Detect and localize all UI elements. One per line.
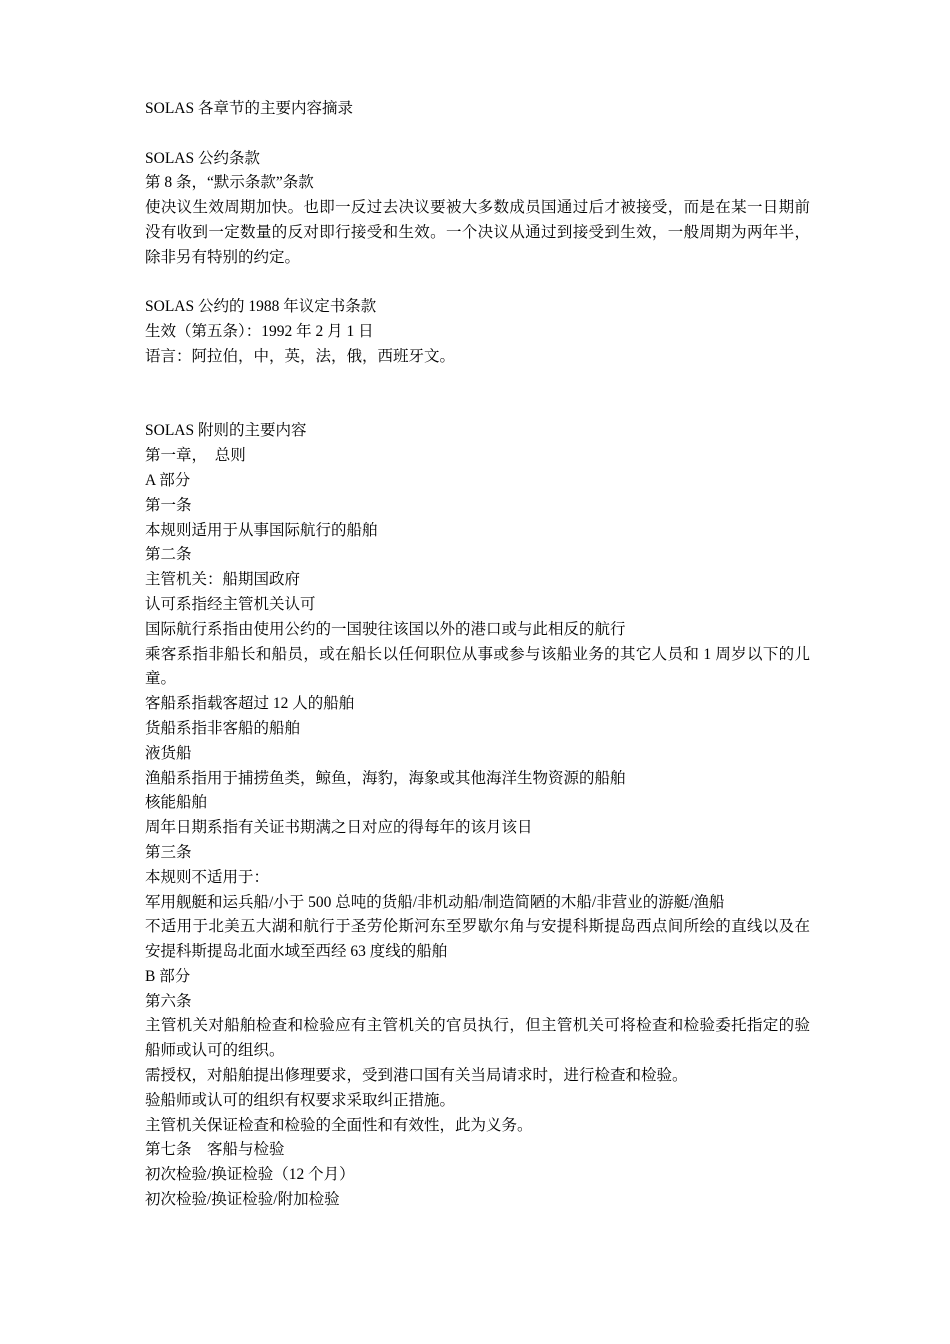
spacer — [145, 271, 810, 296]
annex-line: 本规则不适用于： — [145, 868, 270, 886]
spacer — [145, 370, 810, 420]
annex-content — [145, 444, 810, 1213]
annex-line: 国际航行系指由使用公约的一国驶往该国以外的港口或与此相反的航行 — [145, 620, 626, 638]
annex-line: 需授权，对船舶提出修理要求，受到港口国有关当局请求时，进行检查和检验。 — [145, 1067, 688, 1085]
annex-line: 认可系指经主管机关认可 — [145, 595, 316, 613]
annex-line: 核能船舶 — [145, 794, 208, 812]
annex-line: 军用舰艇和运兵船/小于 500 总吨的货船/非机动船/制造简陋的木船/非营业的游艇/渔船 — [145, 893, 725, 911]
article-8-title: 第 8 条，“默示条款”条款 — [145, 174, 314, 192]
spacer — [145, 122, 810, 147]
article-8-paragraph: 使决议生效周期加快。也即一反过去决议要被大多数成员国通过后才被接受，而是在某一日期前没有收到一定数量的反对即行接受和生效。一个决议从通过到接受到生效，一般周期为两年半，除非另有特别的约定。 — [145, 199, 810, 266]
protocol-languages: 语言：阿拉伯，中，英，法，俄，西班牙文。 — [145, 347, 456, 365]
annex-line: 第二条 — [145, 546, 192, 564]
annex-line: 验船师或认可的组织有权要求采取纠正措施。 — [145, 1091, 456, 1109]
annex-line: 初次检验/换证检验（12 个月） — [145, 1166, 355, 1184]
annex-line: A 部分 — [145, 471, 191, 489]
annex-line: 乘客系指非船长和船员，或在船长以任何职位从事或参与该船业务的其它人员和 1 周岁以下的儿童。 — [145, 645, 810, 688]
annex-line: 周年日期系指有关证书期满之日对应的得每年的该月该日 — [145, 819, 533, 837]
annex-line: 主管机关保证检查和检验的全面性和有效性，此为义务。 — [145, 1116, 533, 1134]
annex-line: 渔船系指用于捕捞鱼类，鲸鱼，海豹，海象或其他海洋生物资源的船舶 — [145, 769, 626, 787]
annex-line: 第一章， 总则 — [145, 447, 246, 465]
section-heading-annex: SOLAS 附则的主要内容 — [145, 422, 307, 440]
annex-line: 客船系指载客超过 12 人的船舶 — [145, 695, 355, 713]
annex-line: 第三条 — [145, 843, 192, 861]
document-title: SOLAS 各章节的主要内容摘录 — [145, 100, 353, 117]
annex-line: 本规则适用于从事国际航行的船舶 — [145, 521, 378, 539]
annex-line: 第七条 客船与检验 — [145, 1141, 285, 1159]
annex-line: 液货船 — [145, 744, 192, 762]
section-heading-convention: SOLAS 公约条款 — [145, 149, 260, 167]
annex-line: 初次检验/换证检验/附加检验 — [145, 1191, 340, 1209]
annex-line: 主管机关对船舶检查和检验应有主管机关的官员执行，但主管机关可将检查和检验委托指定的验船师或认可的组织。 — [145, 1017, 810, 1060]
document-page — [145, 97, 810, 1213]
section-heading-protocol: SOLAS 公约的 1988 年议定书条款 — [145, 298, 377, 316]
annex-line: 货船系指非客船的船舶 — [145, 719, 301, 737]
annex-line: B 部分 — [145, 967, 191, 985]
protocol-effective-date: 生效（第五条）：1992 年 2 月 1 日 — [145, 323, 374, 341]
annex-line: 不适用于北美五大湖和航行于圣劳伦斯河东至罗歇尔角与安提科斯提岛西点间所绘的直线以及在安提科斯提岛北面水域至西经 63 度线的船舶 — [145, 918, 810, 961]
annex-line: 第六条 — [145, 992, 192, 1010]
annex-line: 第一条 — [145, 496, 192, 514]
annex-line: 主管机关：船期国政府 — [145, 571, 301, 589]
